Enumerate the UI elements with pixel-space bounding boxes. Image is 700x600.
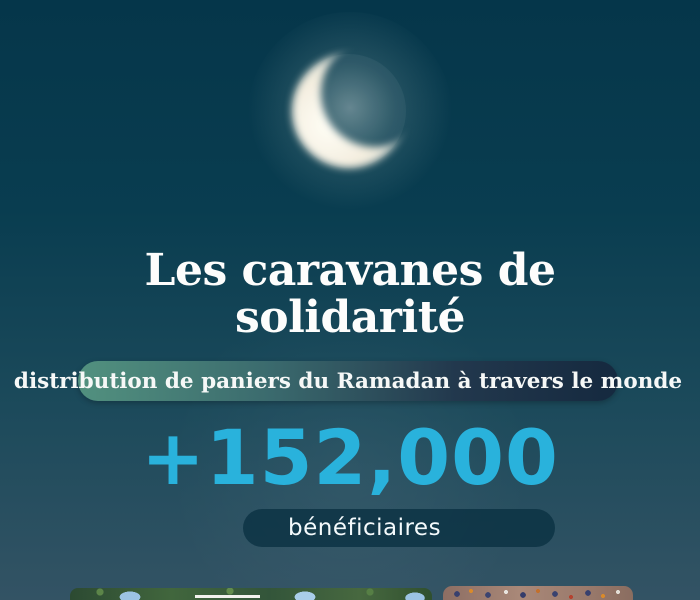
page-title xyxy=(0,247,700,341)
subtitle-badge xyxy=(13,361,683,401)
aerial-crowd-with-packages-photo xyxy=(443,586,633,600)
stat-label-text: bénéficiaires xyxy=(288,515,442,541)
outdoor-distribution-under-trees-photo xyxy=(70,588,432,600)
page-title-line-2: solidarité xyxy=(234,292,466,343)
stat-label-badge xyxy=(243,509,555,547)
subtitle-text: distribution de paniers du Ramadan à travers le monde xyxy=(13,368,683,394)
crescent-moon-icon xyxy=(228,0,472,246)
page-title-line-1: Les caravanes de xyxy=(144,245,556,296)
stat-value: +152,000 xyxy=(141,413,559,502)
